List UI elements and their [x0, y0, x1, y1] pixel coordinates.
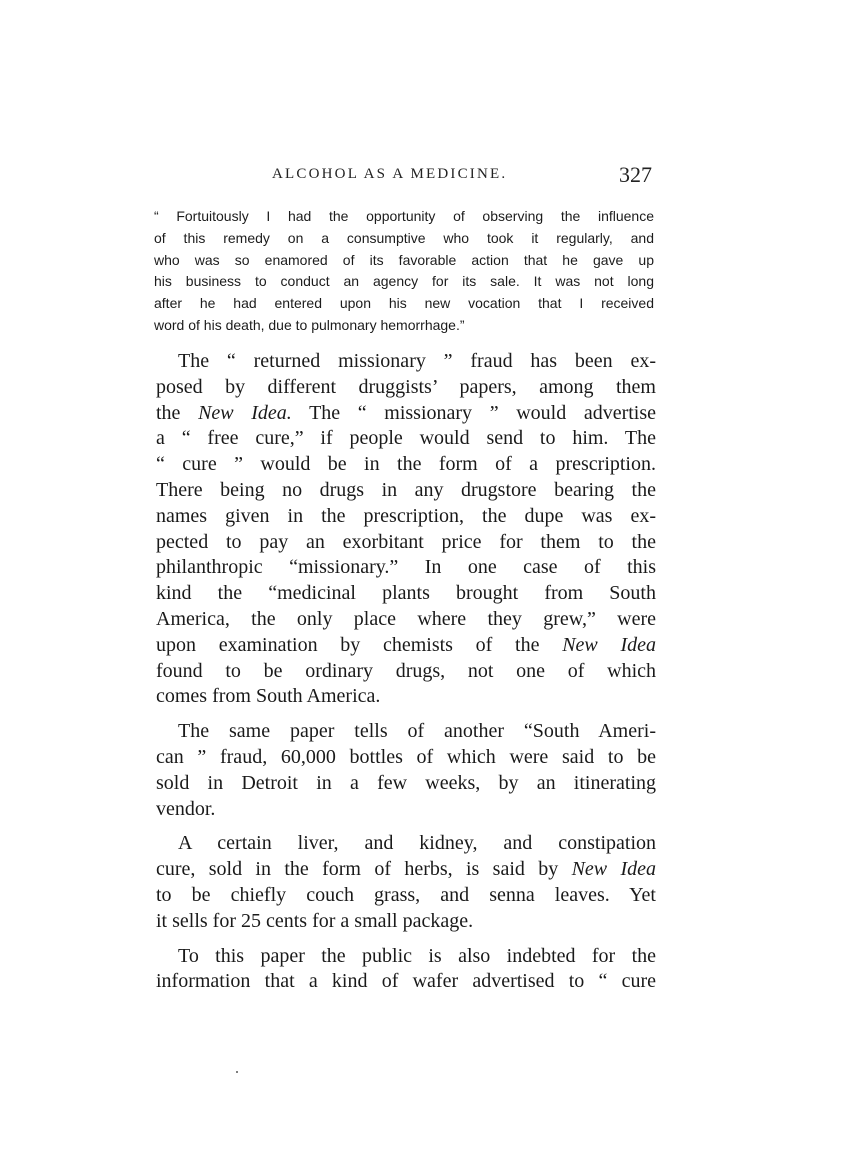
- text-line: sold in Detroit in a few weeks, by an itinerating: [156, 771, 656, 794]
- text-line: There being no drugs in any drugstore bearing the: [156, 478, 656, 501]
- quote-line: of this remedy on a consumptive who took it regularly, and: [154, 229, 654, 246]
- text-line: it sells for 25 cents for a small package.: [156, 909, 474, 932]
- text-line: America, the only place where they grew,” were: [156, 607, 656, 630]
- italic-title: New Idea: [571, 858, 656, 881]
- running-title: ALCOHOL AS A MEDICINE.: [272, 166, 508, 182]
- text-line: comes from South America.: [156, 685, 381, 708]
- text-line: A certain liver, and kidney, and constipation: [178, 832, 656, 855]
- italic-title: New Idea: [562, 633, 656, 656]
- text-line: cure, sold in the form of herbs, is said by New Idea: [156, 858, 656, 881]
- italic-title: New Idea.: [198, 401, 292, 424]
- block-quote: [154, 206, 654, 337]
- text-line: the New Idea. The “ missionary ” would advertise: [156, 401, 657, 424]
- text-line: “ cure ” would be in the form of a prescription.: [156, 453, 656, 476]
- paragraph: [156, 719, 656, 822]
- text-line: posed by different druggists’ papers, among them: [156, 375, 656, 398]
- quote-line: his business to conduct an agency for its sale. It was not long: [154, 273, 654, 290]
- page-number: 327: [619, 162, 652, 187]
- quote-line: word of his death, due to pulmonary hemorrhage.”: [154, 316, 465, 333]
- quote-line: who was so enamored of its favorable action that he gave up: [154, 251, 654, 268]
- text-line: a “ free cure,” if people would send to him. The: [156, 427, 656, 450]
- text-line: philanthropic “missionary.” In one case of this: [156, 556, 656, 579]
- text-line: pected to pay an exorbitant price for them to the: [156, 530, 656, 553]
- body-text: [156, 349, 656, 995]
- quote-line: “ Fortuitously I had the opportunity of observing the influence: [154, 208, 654, 224]
- running-head: [156, 164, 656, 188]
- text-line: vendor.: [156, 797, 216, 820]
- text-line: found to be ordinary drugs, not one of which: [156, 659, 656, 682]
- paragraph: [156, 349, 656, 710]
- text-line: The “ returned missionary ” fraud has been ex-: [178, 350, 656, 372]
- text-line: The same paper tells of another “South Ameri-: [178, 720, 656, 743]
- text-line: can ” fraud, 60,000 bottles of which were said to be: [156, 745, 656, 768]
- text-line: to be chiefly couch grass, and senna leaves. Yet: [156, 883, 656, 906]
- quote-line: after he had entered upon his new vocation that I received: [154, 295, 654, 312]
- paragraph: [156, 831, 656, 934]
- text-line: upon examination by chemists of the New Idea: [156, 633, 656, 656]
- scan-speck: [236, 1071, 238, 1073]
- text-line: To this paper the public is also indebted for the: [178, 944, 656, 967]
- text-line: information that a kind of wafer advertised to “ cure: [156, 970, 656, 993]
- paragraph: [156, 944, 656, 996]
- text-line: kind the “medicinal plants brought from South: [156, 582, 656, 605]
- text-line: names given in the prescription, the dupe was ex-: [156, 504, 656, 527]
